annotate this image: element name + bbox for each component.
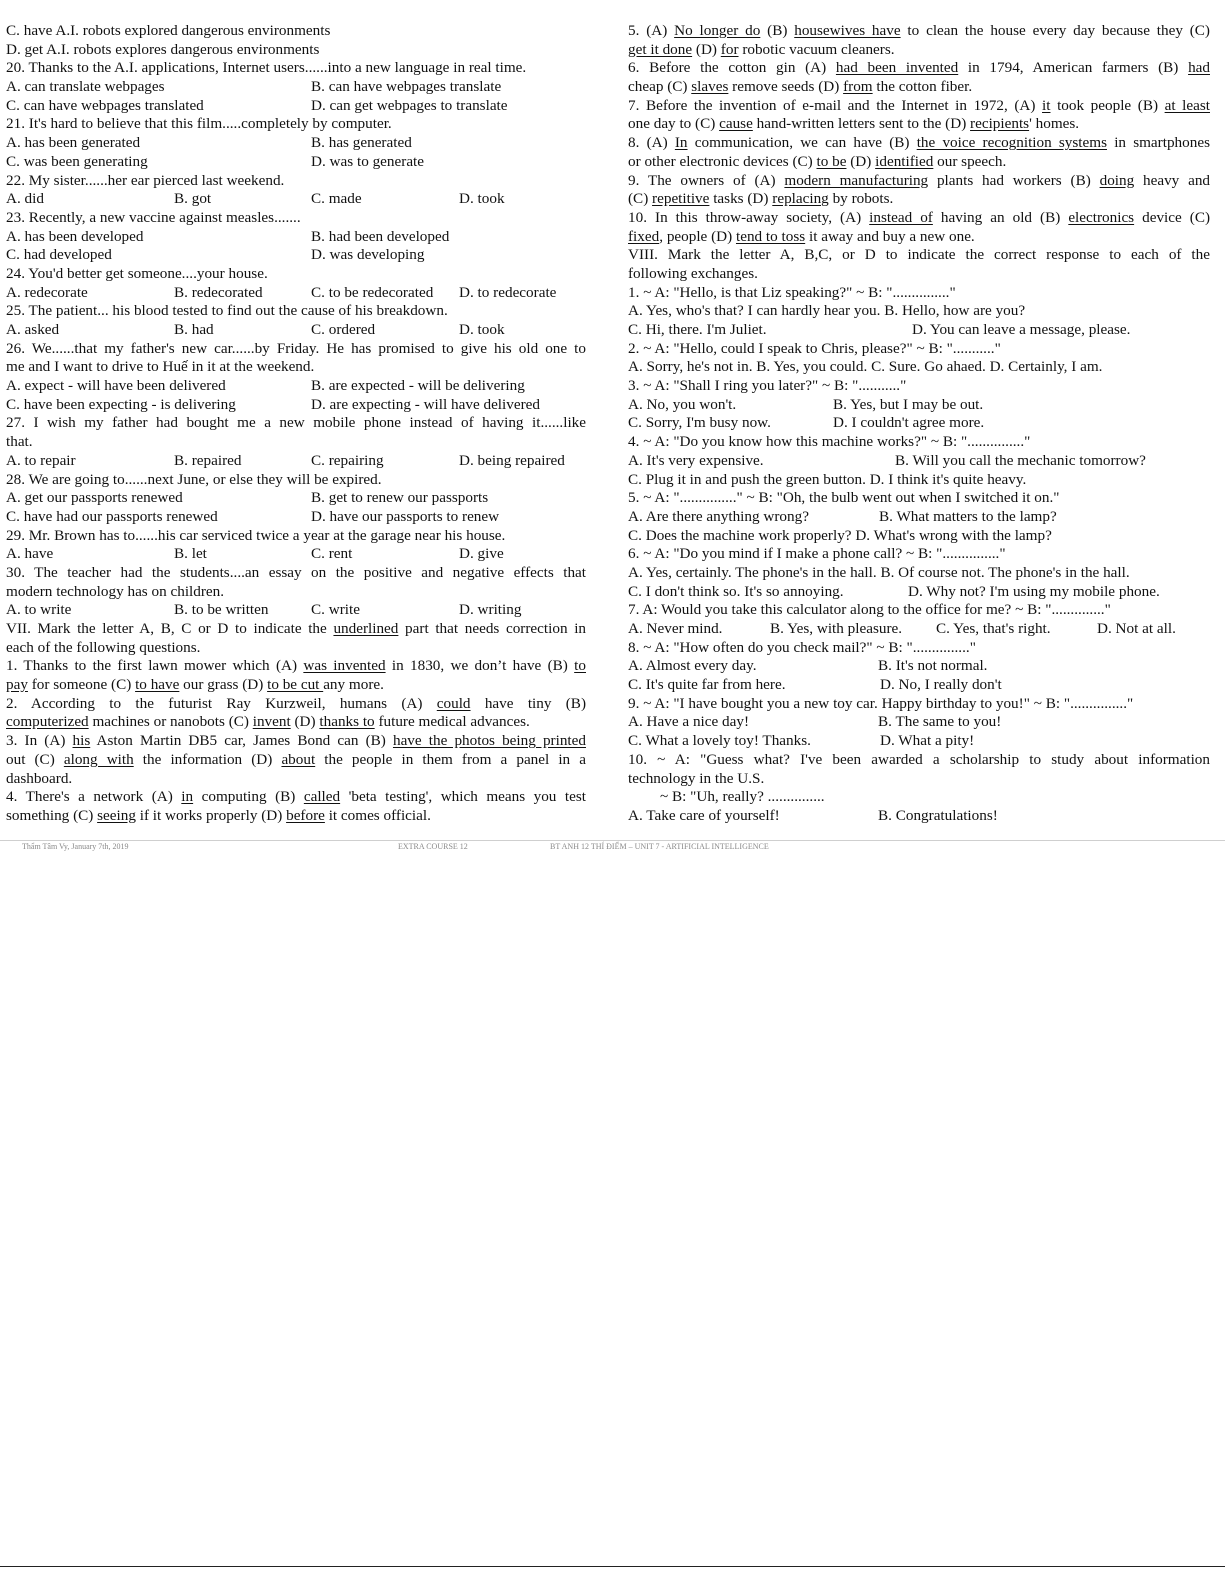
option-d: D. being repaired (459, 451, 565, 469)
option-c: C. repairing (311, 451, 384, 469)
option-d: D. are expecting - will have delivered (311, 395, 540, 413)
option-a: A. redecorate (6, 283, 88, 301)
options-row (6, 321, 586, 340)
question-21: 21. It's hard to believe that this film.....completely by computer. (6, 115, 392, 133)
options-row: C. Does the machine work properly? D. What's wrong with the lamp? (628, 526, 1052, 544)
error-item-2-cont: computerized machines or nanobots (C) invent (D) thanks to future medical advances. (6, 713, 530, 731)
option-a: A. get our passports renewed (6, 489, 183, 507)
option-b: B. What matters to the lamp? (879, 507, 1057, 525)
options-row (6, 228, 586, 247)
options-row (6, 78, 586, 97)
option-d: D. to redecorate (459, 283, 557, 301)
options-row (628, 583, 1210, 602)
options-row (6, 284, 586, 303)
section-7-heading-cont: each of the following questions. (6, 638, 201, 656)
options-row (628, 807, 1210, 826)
error-item-5: 5. (A) No longer do (B) housewives have to clean the house every day because they (C) (628, 22, 1210, 39)
error-item-5-cont: get it done (D) for robotic vacuum cleaners. (628, 40, 895, 58)
option-d: D. give (459, 545, 504, 563)
option-d: D. You can leave a message, please. (912, 321, 1131, 338)
error-item-10-cont: fixed, people (D) tend to toss it away and buy a new one. (628, 227, 975, 245)
exchange-4: 4. ~ A: "Do you know how this machine works?" ~ B: "..............." (628, 433, 1031, 451)
exchange-1: 1. ~ A: "Hello, is that Liz speaking?" ~ B: "..............." (628, 283, 956, 301)
option-a: A. Have a nice day! (628, 713, 750, 731)
exchange-10: 10. ~ A: "Guess what? I've been awarded a scholarship to study about information (628, 750, 1210, 768)
option-c: C. have been expecting - is delivering (6, 395, 236, 413)
option-b: B. The same to you! (878, 713, 1002, 731)
option-b: B. let (174, 545, 207, 563)
options-row (628, 713, 1210, 732)
exchange-10-reply: ~ B: "Uh, really? ............... (660, 788, 825, 806)
question-24: 24. You'd better get someone....your house. (6, 264, 268, 282)
options-row (6, 153, 586, 172)
error-item-3: 3. In (A) his Aston Martin DB5 car, James Bond can (B) have the photos being printed (6, 732, 586, 750)
error-item-6-cont: cheap (C) slaves remove seeds (D) from the cotton fiber. (628, 78, 973, 96)
options-row (6, 377, 586, 396)
option-c: C. rent (311, 545, 353, 563)
options-row (6, 545, 586, 564)
option-a: A. have (6, 545, 54, 563)
exchange-9: 9. ~ A: "I have bought you a new toy car. Happy birthday to you!" ~ B: "..............." (628, 694, 1134, 712)
exchange-6: 6. ~ A: "Do you mind if I make a phone call? ~ B: "..............." (628, 545, 1006, 563)
exchange-10-cont: technology in the U.S. (628, 769, 765, 787)
option-a: A. No, you won't. (628, 395, 737, 413)
section-8-heading: VIII. Mark the letter A, B,C, or D to indicate the correct response to each of the (628, 246, 1210, 264)
options-row (628, 414, 1210, 433)
question-30: 30. The teacher had the students....an essay on the positive and negative effects that (6, 563, 586, 581)
option-c: C. can have webpages translated (6, 96, 204, 114)
option-d: D. No, I really don't (880, 676, 1002, 694)
option-b: B. get to renew our passports (311, 489, 489, 507)
option-c: C. Yes, that's right. (936, 620, 1051, 637)
options-row (6, 396, 586, 415)
option-a: A. has been developed (6, 227, 144, 245)
error-item-1: 1. Thanks to the first lawn mower which (A) was invented in 1830, we don’t have (B) to (6, 657, 586, 675)
option-a: A. to write (6, 601, 72, 619)
error-item-7-cont: one day to (C) cause hand-written letters sent to the (D) recipients' homes. (628, 115, 1080, 133)
option-b: B. Yes, but I may be out. (833, 395, 984, 413)
option-a: A. Are there anything wrong? (628, 507, 809, 525)
error-item-9-cont: (C) repetitive tasks (D) replacing by robots. (628, 190, 894, 208)
options-row (628, 452, 1210, 471)
options-row (628, 676, 1210, 695)
option-b: B. are expected - will be delivering (311, 377, 525, 395)
option-b: B. Congratulations! (878, 806, 998, 824)
error-item-4: 4. There's a network (A) in computing (B) called 'beta testing', which means you test (6, 788, 587, 806)
option-c: C. made (311, 190, 362, 208)
option-c: C. to be redecorated (311, 283, 434, 301)
option-a: A. to repair (6, 451, 76, 469)
option-a: A. can translate webpages (6, 78, 165, 96)
option-a: A. It's very expensive. (628, 451, 764, 469)
error-item-1-cont: pay for someone (C) to have our grass (D) to be cut any more. (6, 676, 384, 694)
option-a: A. expect - will have been delivered (6, 377, 226, 395)
option-a: A. did (6, 190, 44, 208)
option-d: D. took (459, 190, 505, 208)
option-a: A. asked (6, 321, 60, 338)
right-column (628, 22, 1210, 826)
section-7-heading: VII. Mark the letter A, B, C or D to indicate the underlined part that needs correction in (6, 620, 587, 637)
options-row: A. Sorry, he's not in. B. Yes, you could. C. Sure. Go ahaed. D. Certainly, I am. (628, 358, 1103, 376)
option-d: D. was to generate (311, 152, 425, 170)
option-b: B. can have webpages translate (311, 78, 502, 96)
option-d: D. I couldn't agree more. (833, 414, 985, 432)
option-d: D. Why not? I'm using my mobile phone. (908, 582, 1160, 600)
question-28: 28. We are going to......next June, or else they will be expired. (6, 470, 382, 488)
options-row (628, 508, 1210, 527)
error-item-6: 6. Before the cotton gin (A) had been invented in 1794, American farmers (B) had (628, 59, 1210, 77)
option-b: B. repaired (174, 451, 242, 469)
question-29: 29. Mr. Brown has to......his car serviced twice a year at the garage near his house. (6, 526, 506, 544)
question-26: 26. We......that my father's new car......by Friday. He has promised to give his old one to (6, 339, 586, 357)
option-b: B. to be written (174, 601, 269, 619)
question-22: 22. My sister......her ear pierced last weekend. (6, 171, 285, 189)
option-b: B. had (174, 321, 214, 338)
error-item-3-cont: out (C) along with the information (D) about the people in them from a panel in a (6, 750, 586, 768)
error-item-8: 8. (A) In communication, we can have (B) the voice recognition systems in smartphones (628, 134, 1210, 152)
options-row (628, 732, 1210, 751)
option-d: D. was developing (311, 246, 425, 264)
bottom-rule (0, 1566, 1225, 1567)
error-item-7: 7. Before the invention of e-mail and the Internet in 1972, (A) it took people (B) at least (628, 96, 1210, 114)
options-row (6, 601, 586, 620)
option-a: A. Almost every day. (628, 657, 757, 675)
error-item-9: 9. The owners of (A) modern manufacturing plants had workers (B) doing heavy and (628, 171, 1211, 189)
option-c: C. Hi, there. I'm Juliet. (628, 321, 767, 338)
option-c: C. ordered (311, 321, 376, 338)
option-c: C. had developed (6, 246, 112, 264)
option-a: A. Never mind. (628, 620, 723, 637)
option-c: C. It's quite far from here. (628, 676, 786, 694)
footer-course: EXTRA COURSE 12 (398, 842, 468, 851)
options-row (6, 97, 586, 116)
option-b: B. redecorated (174, 283, 263, 301)
question-27-cont: that. (6, 433, 33, 451)
options-row (6, 489, 586, 508)
option-b: B. had been developed (311, 227, 450, 245)
option-a: A. has been generated (6, 134, 141, 152)
option-d: D. What a pity! (880, 732, 975, 750)
option-line: C. have A.I. robots explored dangerous environments (6, 22, 331, 39)
option-c: C. I don't think so. It's so annoying. (628, 582, 844, 600)
options-row (6, 134, 586, 153)
options-row (628, 321, 1210, 340)
question-30-cont: modern technology has on children. (6, 582, 225, 600)
error-item-4-cont: something (C) seeing if it works properly (D) before it comes official. (6, 806, 431, 824)
option-a: A. Take care of yourself! (628, 806, 780, 824)
option-d: D. can get webpages to translate (311, 96, 508, 114)
exchange-2: 2. ~ A: "Hello, could I speak to Chris, please?" ~ B: "..........." (628, 339, 1001, 357)
option-c: C. have had our passports renewed (6, 507, 218, 525)
option-c: C. write (311, 601, 360, 619)
option-c: C. Sorry, I'm busy now. (628, 414, 771, 432)
option-line: D. get A.I. robots explores dangerous environments (6, 40, 320, 58)
exchange-7: 7. A: Would you take this calculator along to the office for me? ~ B: ".............." (628, 601, 1111, 619)
options-row (628, 396, 1210, 415)
question-26-cont: me and I want to drive to Huế in it at the weekend. (6, 358, 315, 376)
option-b: B. It's not normal. (878, 657, 988, 675)
exchange-5: 5. ~ A: "..............." ~ B: "Oh, the bulb went out when I switched it on." (628, 489, 1060, 507)
option-b: B. got (174, 190, 212, 208)
question-25: 25. The patient... his blood tested to find out the cause of his breakdown. (6, 302, 448, 320)
options-row (628, 620, 1210, 639)
exchange-8: 8. ~ A: "How often do you check mail?" ~ B: "..............." (628, 638, 976, 656)
page-footer (0, 840, 1225, 853)
footer-subject: BT ANH 12 THÍ ĐIỂM – UNIT 7 - ARTIFICIAL INTELLIGENCE (550, 842, 769, 851)
options-row (6, 190, 586, 209)
error-item-3-cont: dashboard. (6, 769, 73, 787)
option-d: D. have our passports to renew (311, 507, 500, 525)
option-d: D. Not at all. (1097, 620, 1176, 637)
error-item-10: 10. In this throw-away society, (A) instead of having an old (B) electronics device (C) (628, 208, 1211, 226)
option-b: B. Will you call the mechanic tomorrow? (895, 451, 1146, 469)
question-27: 27. I wish my father had bought me a new mobile phone instead of having it......like (6, 414, 586, 432)
option-c: C. What a lovely toy! Thanks. (628, 732, 811, 750)
option-b: B. Yes, with pleasure. (770, 620, 903, 637)
option-d: D. writing (459, 601, 522, 619)
question-20: 20. Thanks to the A.I. applications, Internet users......into a new language in real time. (6, 59, 527, 77)
option-d: D. took (459, 321, 505, 338)
options-row (6, 452, 586, 471)
options-row (6, 246, 586, 265)
options-row: A. Yes, certainly. The phone's in the hall. B. Of course not. The phone's in the hall. (628, 563, 1130, 581)
footer-author: Thẩm Tâm Vy, January 7th, 2019 (22, 842, 129, 851)
option-b: B. has generated (311, 134, 412, 152)
question-23: 23. Recently, a new vaccine against measles....... (6, 208, 301, 226)
exchange-3: 3. ~ A: "Shall I ring you later?" ~ B: "..........." (628, 377, 907, 395)
underlined-word: underlined (333, 620, 399, 637)
left-column (6, 22, 586, 826)
options-row: C. Plug it in and push the green button. D. I think it's quite heavy. (628, 470, 1027, 488)
option-c: C. was been generating (6, 152, 148, 170)
section-8-heading-cont: following exchanges. (628, 264, 758, 282)
options-row: A. Yes, who's that? I can hardly hear you. B. Hello, how are you? (628, 302, 1026, 320)
error-item-8-cont: or other electronic devices (C) to be (D) identified our speech. (628, 152, 1007, 170)
options-row (6, 508, 586, 527)
error-item-2: 2. According to the futurist Ray Kurzweil, humans (A) could have tiny (B) (6, 694, 586, 712)
options-row (628, 657, 1210, 676)
